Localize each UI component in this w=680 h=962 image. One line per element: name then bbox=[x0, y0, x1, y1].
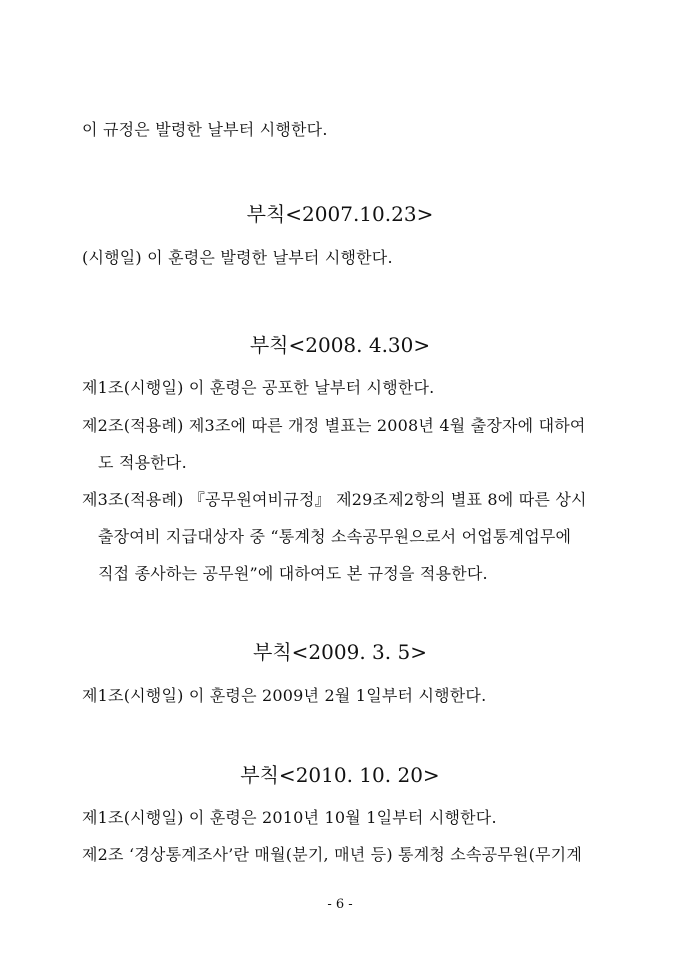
article-1-line: 제1조(시행일) 이 훈령은 공포한 날부터 시행한다. bbox=[82, 378, 435, 397]
article-3-continuation-1: 출장여비 지급대상자 중 “통계청 소속공무원으로서 어업통계업무에 bbox=[98, 527, 572, 546]
article-1-line-2009: 제1조(시행일) 이 훈령은 2009년 2월 1일부터 시행한다. bbox=[82, 686, 487, 705]
article-2-continuation: 도 적용한다. bbox=[98, 453, 187, 472]
article-3-line: 제3조(적용례) 『공무원여비규정』 제29조제2항의 별표 8에 따른 상시 bbox=[82, 490, 587, 509]
supplementary-heading-2009: 부칙<2009. 3. 5> bbox=[253, 640, 427, 664]
supplementary-heading-2010: 부칙<2010. 10. 20> bbox=[240, 763, 440, 787]
article-3-continuation-2: 직접 종사하는 공무원”에 대하여도 본 규정을 적용한다. bbox=[98, 564, 488, 583]
article-2-line: 제2조(적용례) 제3조에 따른 개정 별표는 2008년 4월 출장자에 대하여 bbox=[82, 416, 586, 435]
article-2-line-2010: 제2조 ‘경상통계조사’란 매월(분기, 매년 등) 통계청 소속공무원(무기계 bbox=[82, 845, 582, 864]
paragraph-line: (시행일) 이 훈령은 발령한 날부터 시행한다. bbox=[82, 248, 393, 267]
supplementary-heading-2008: 부칙<2008. 4.30> bbox=[249, 333, 431, 357]
intro-text: 이 규정은 발령한 날부터 시행한다. bbox=[82, 120, 328, 139]
article-1-line-2010: 제1조(시행일) 이 훈령은 2010년 10월 1일부터 시행한다. bbox=[82, 808, 497, 827]
supplementary-heading-2007: 부칙<2007.10.23> bbox=[246, 202, 434, 226]
page-number: - 6 - bbox=[327, 897, 353, 912]
